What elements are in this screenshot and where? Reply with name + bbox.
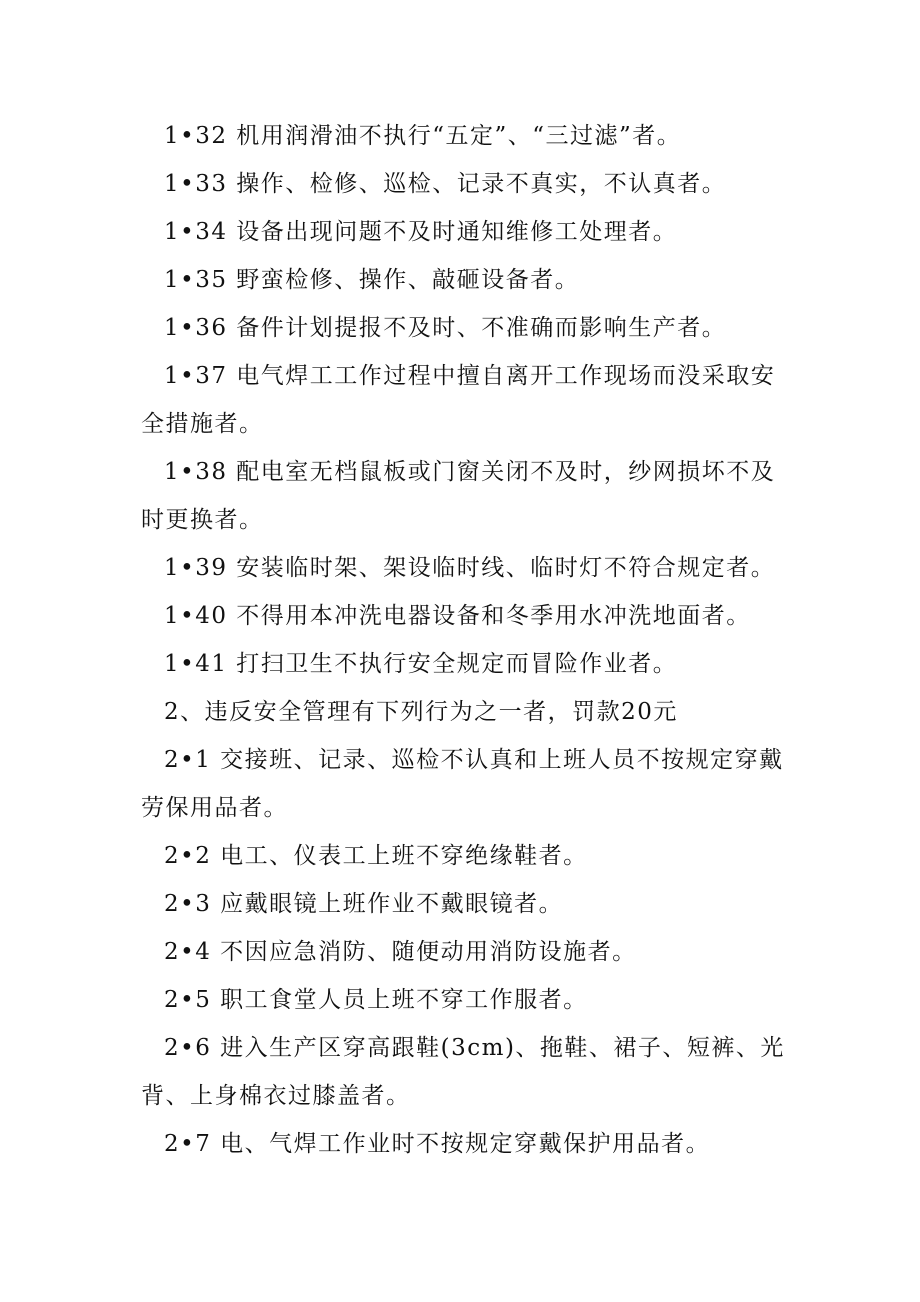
clause-1-34: 1•34 设备出现问题不及时通知维修工处理者。 bbox=[164, 219, 678, 245]
clause-1-32: 1•32 机用润滑油不执行“五定”、“三过滤”者。 bbox=[164, 123, 682, 149]
clause-1-41: 1•41 打扫卫生不执行安全规定而冒险作业者。 bbox=[164, 651, 678, 677]
clause-2-7: 2•7 电、气焊工作业时不按规定穿戴保护用品者。 bbox=[164, 1131, 711, 1157]
clause-2-1: 2•1 交接班、记录、巡检不认真和上班人员不按规定穿戴劳保用品者。 bbox=[141, 747, 784, 821]
clause-2-3: 2•3 应戴眼镜上班作业不戴眼镜者。 bbox=[164, 891, 564, 917]
clause-2-2: 2•2 电工、仪表工上班不穿绝缘鞋者。 bbox=[164, 843, 588, 869]
clause-2-5: 2•5 职工食堂人员上班不穿工作服者。 bbox=[164, 987, 588, 1013]
clause-1-40: 1•40 不得用本冲洗电器设备和冬季用水冲洗地面者。 bbox=[164, 603, 751, 629]
clause-1-36: 1•36 备件计划提报不及时、不准确而影响生产者。 bbox=[164, 315, 727, 341]
clause-1-38: 1•38 配电室无档鼠板或门窗关闭不及时，纱网损坏不及时更换者。 bbox=[141, 459, 776, 533]
section-2-heading: 2、违反安全管理有下列行为之一者，罚款20元 bbox=[164, 699, 678, 725]
clause-2-6: 2•6 进入生产区穿高跟鞋(3cm)、拖鞋、裙子、短裤、光背、上身棉衣过膝盖者。 bbox=[141, 1035, 785, 1109]
clause-1-35: 1•35 野蛮检修、操作、敲砸设备者。 bbox=[164, 267, 580, 293]
clause-1-33: 1•33 操作、检修、巡检、记录不真实，不认真者。 bbox=[164, 171, 727, 197]
clause-1-37: 1•37 电气焊工工作过程中擅自离开工作现场而没采取安全措施者。 bbox=[141, 363, 776, 437]
clause-1-39: 1•39 安装临时架、架设临时线、临时灯不符合规定者。 bbox=[164, 555, 776, 581]
clause-2-4: 2•4 不因应急消防、随便动用消防设施者。 bbox=[164, 939, 637, 965]
document-body bbox=[141, 112, 791, 1168]
